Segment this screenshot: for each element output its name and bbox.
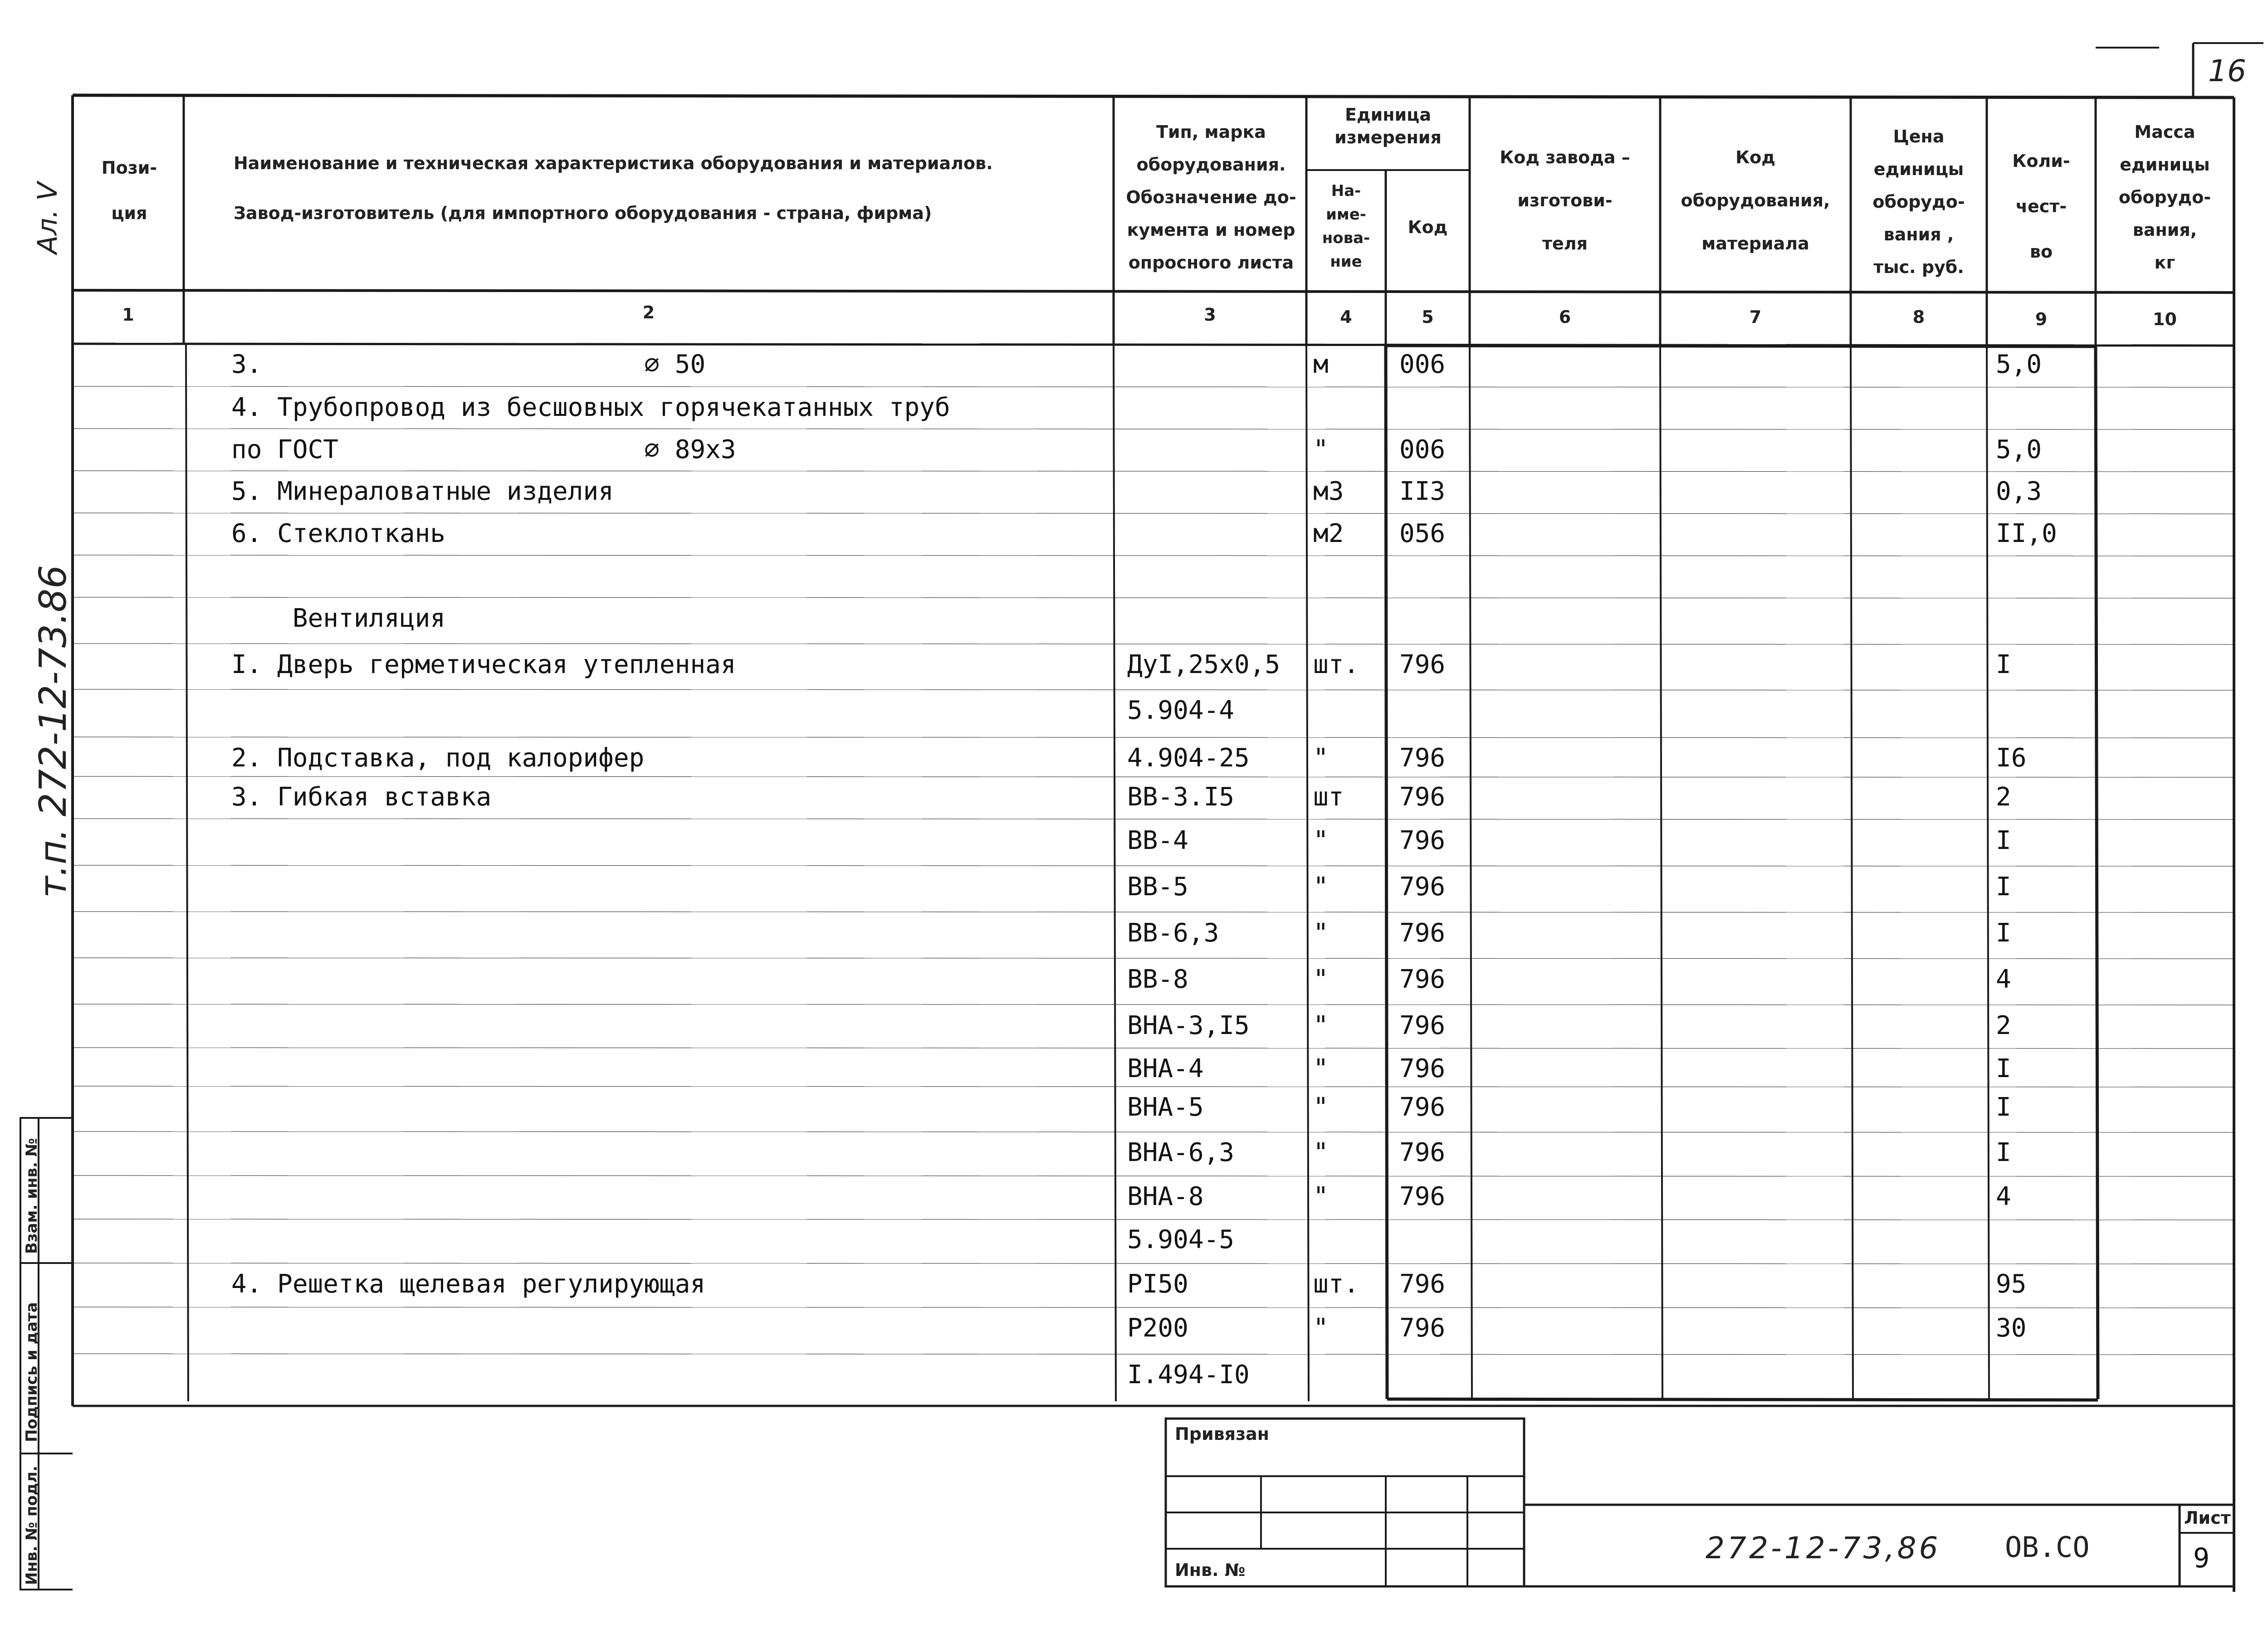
page-number: 16: [2208, 54, 2246, 88]
stamp-inv-no: Инв. №: [1175, 1560, 1246, 1580]
row-unit: ": [1313, 918, 1329, 948]
row-unit: ": [1313, 965, 1329, 994]
row-unit-code: 796: [1399, 965, 1446, 994]
row-type: ВНА-8: [1127, 1182, 1204, 1211]
row-quantity: I: [1996, 650, 2011, 679]
row-quantity: I6: [1996, 743, 2027, 773]
row-type: ВНА-5: [1127, 1093, 1204, 1122]
row-unit-code: 796: [1399, 1054, 1446, 1083]
row-unit: м3: [1313, 477, 1344, 506]
row-type: ВВ-3.I5: [1127, 782, 1235, 812]
row-type: 5.904-4: [1127, 696, 1235, 725]
row-quantity: 95: [1996, 1269, 2027, 1299]
row-quantity: 0,3: [1996, 477, 2042, 506]
row-quantity: I: [1996, 918, 2011, 948]
row-unit-code: 006: [1399, 435, 1446, 464]
row-quantity: 5,0: [1996, 350, 2042, 379]
header-quantity: Коли- чест- во: [2012, 151, 2070, 262]
row-type: 4.904-25: [1127, 743, 1250, 773]
row-unit: ": [1313, 1313, 1329, 1343]
row-quantity: II,0: [1996, 519, 2057, 548]
row-quantity: 4: [1996, 1182, 2011, 1211]
row-unit: ": [1313, 1054, 1329, 1083]
row-name: Вентиляция: [231, 604, 446, 633]
row-quantity: 2: [1996, 1011, 2011, 1040]
document-code: 272-12-73,86: [1706, 1531, 1941, 1566]
margin-project-code: т.п. 272-12-73.86: [32, 565, 75, 898]
row-name: 4. Решетка щелевая регулирующая: [231, 1269, 706, 1299]
header-equipment-code: Код оборудования, материала: [1681, 147, 1830, 254]
row-name: 3. Гибкая вставка: [231, 782, 492, 812]
row-type: ВВ-8: [1127, 965, 1188, 994]
row-type: ДуI,25х0,5: [1127, 650, 1281, 679]
header-unit-name: На- име- нова- ние: [1322, 182, 1370, 271]
column-number: 9: [2035, 309, 2048, 329]
row-quantity: 5,0: [1996, 435, 2042, 464]
header-mass: Масса единицы оборудо- вания, кг: [2118, 122, 2211, 273]
header-unit-code: Код: [1408, 217, 1448, 237]
row-unit-code: 796: [1399, 1182, 1446, 1211]
row-type: ВВ-5: [1127, 872, 1188, 902]
row-unit-code: II3: [1399, 477, 1446, 506]
row-quantity: 2: [1996, 782, 2011, 812]
sheet-code: ОВ.СО: [2005, 1531, 2090, 1564]
row-unit: ": [1313, 1138, 1329, 1167]
header-type: Тип, марка оборудования. Обозначение до- кумента и номер опросного листа: [1126, 122, 1296, 273]
row-unit: шт.: [1313, 1269, 1359, 1299]
column-number: 6: [1559, 307, 1571, 327]
row-unit: ": [1313, 743, 1329, 773]
row-type: ВНА-3,I5: [1127, 1011, 1250, 1040]
row-quantity: I: [1996, 826, 2011, 855]
row-unit-code: 796: [1399, 918, 1446, 948]
column-number: 5: [1422, 307, 1434, 327]
row-quantity: I: [1996, 872, 2011, 902]
list-number: 9: [2193, 1542, 2210, 1574]
header-unit-group: Единица измерения: [1334, 105, 1442, 147]
row-quantity: 4: [1996, 965, 2011, 994]
row-unit-code: 796: [1399, 1093, 1446, 1122]
column-number: 4: [1340, 307, 1352, 327]
row-unit: ": [1313, 435, 1329, 464]
row-type: ВВ-6,3: [1127, 918, 1219, 948]
column-number: 3: [1204, 305, 1216, 325]
header-factory-code: Код завода – изготови- теля: [1500, 147, 1630, 254]
header-name: Наименование и техническая характеристика оборудования и материалов. Завод-изготовитель (для импортного оборудования - страна, фирма): [234, 153, 993, 223]
row-unit-code: 796: [1399, 1138, 1446, 1167]
row-name: по ГОСТ ∅ 89х3: [231, 435, 736, 464]
row-unit-code: 796: [1399, 650, 1446, 679]
margin-album-label: Ал. V: [32, 182, 64, 254]
row-unit: ": [1313, 1182, 1329, 1211]
column-number: 10: [2153, 309, 2177, 329]
header-price: Цена единицы оборудо- вания , тыс. руб.: [1872, 127, 1965, 277]
row-quantity: 30: [1996, 1313, 2027, 1343]
row-unit-code: 796: [1399, 826, 1446, 855]
row-type: I.494-I0: [1127, 1360, 1250, 1390]
row-name: 2. Подставка, под калорифер: [231, 743, 645, 773]
row-unit: шт.: [1313, 650, 1359, 679]
row-unit-code: 796: [1399, 1313, 1446, 1343]
column-number: 8: [1912, 307, 1925, 327]
margin-podpis-data: Подпись и дата: [23, 1302, 41, 1442]
row-quantity: I: [1996, 1093, 2011, 1122]
row-name: 4. Трубопровод из бесшовных горячекатанных труб: [231, 393, 950, 422]
header-position: Пози- ция: [101, 158, 157, 223]
column-number: 7: [1749, 307, 1762, 327]
row-type: 5.904-5: [1127, 1225, 1235, 1254]
list-label: Лист: [2184, 1508, 2231, 1528]
row-unit: ": [1313, 1093, 1329, 1122]
row-type: ВНА-4: [1127, 1054, 1204, 1083]
row-unit: ": [1313, 872, 1329, 902]
row-unit-code: 796: [1399, 782, 1446, 812]
row-unit: м: [1313, 350, 1329, 379]
stamp-privyazan: Привязан: [1175, 1424, 1270, 1444]
margin-inv-podl: Инв. № подл.: [23, 1465, 41, 1585]
row-unit-code: 056: [1399, 519, 1446, 548]
column-number: 2: [642, 302, 655, 322]
row-type: Р200: [1127, 1313, 1188, 1343]
row-unit-code: 796: [1399, 1011, 1446, 1040]
column-number: 1: [122, 305, 134, 325]
row-name: I. Дверь герметическая утепленная: [231, 650, 736, 679]
row-type: ВВ-4: [1127, 826, 1188, 855]
row-unit-code: 006: [1399, 350, 1446, 379]
row-name: 5. Минераловатные изделия: [231, 477, 614, 506]
row-unit-code: 796: [1399, 1269, 1446, 1299]
row-unit-code: 796: [1399, 872, 1446, 902]
row-unit: ": [1313, 826, 1329, 855]
row-unit-code: 796: [1399, 743, 1446, 773]
row-type: ВНА-6,3: [1127, 1138, 1235, 1167]
margin-vzam-inv: Взам. инв. №: [23, 1138, 41, 1254]
row-quantity: I: [1996, 1138, 2011, 1167]
row-unit: ": [1313, 1011, 1329, 1040]
row-unit: шт: [1313, 782, 1344, 812]
row-quantity: I: [1996, 1054, 2011, 1083]
row-type: PI50: [1127, 1269, 1188, 1299]
row-name: 6. Стеклоткань: [231, 519, 446, 548]
row-unit: м2: [1313, 519, 1344, 548]
row-name: 3. ∅ 50: [231, 350, 706, 379]
